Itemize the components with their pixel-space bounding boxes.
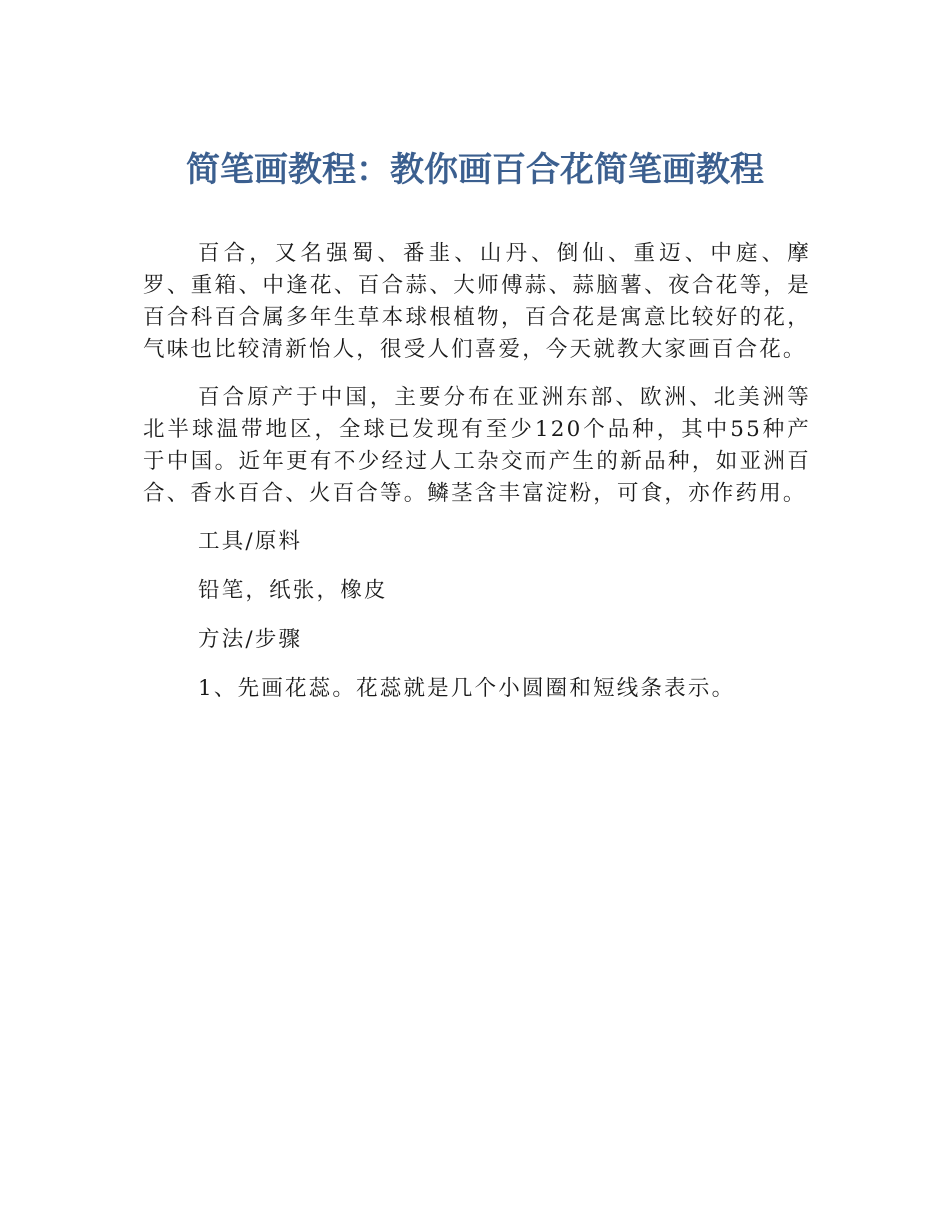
intro-paragraph: 百合，又名强蜀、番韭、山丹、倒仙、重迈、中庭、摩罗、重箱、中逢花、百合蒜、大师傅蒜、蒜脑薯、夜合花等，是百合科百合属多年生草本球根植物，百合花是寓意比较好的花，气味也比较清新怡人，很受人们喜爱，今天就教大家画百合花。: [143, 241, 811, 362]
origin-paragraph: 百合原产于中国，主要分布在亚洲东部、欧洲、北美洲等北半球温带地区，全球已发现有至少120个品种，其中55种产于中国。近年更有不少经过人工杂交而产生的新品种，如亚洲百合、香水百合、火百合等。鳞茎含丰富淀粉，可食，亦作药用。: [143, 385, 811, 506]
document-body: [143, 238, 811, 722]
page-title: 简笔画教程：教你画百合花简笔画教程: [186, 150, 764, 190]
step-item: 1、先画花蕊。花蕊就是几个小圆圈和短线条表示。: [198, 676, 736, 701]
method-heading: 方法/步骤: [198, 627, 303, 652]
tools-heading: 工具/原料: [198, 529, 303, 554]
tools-list: 铅笔，纸张，橡皮: [198, 578, 388, 603]
